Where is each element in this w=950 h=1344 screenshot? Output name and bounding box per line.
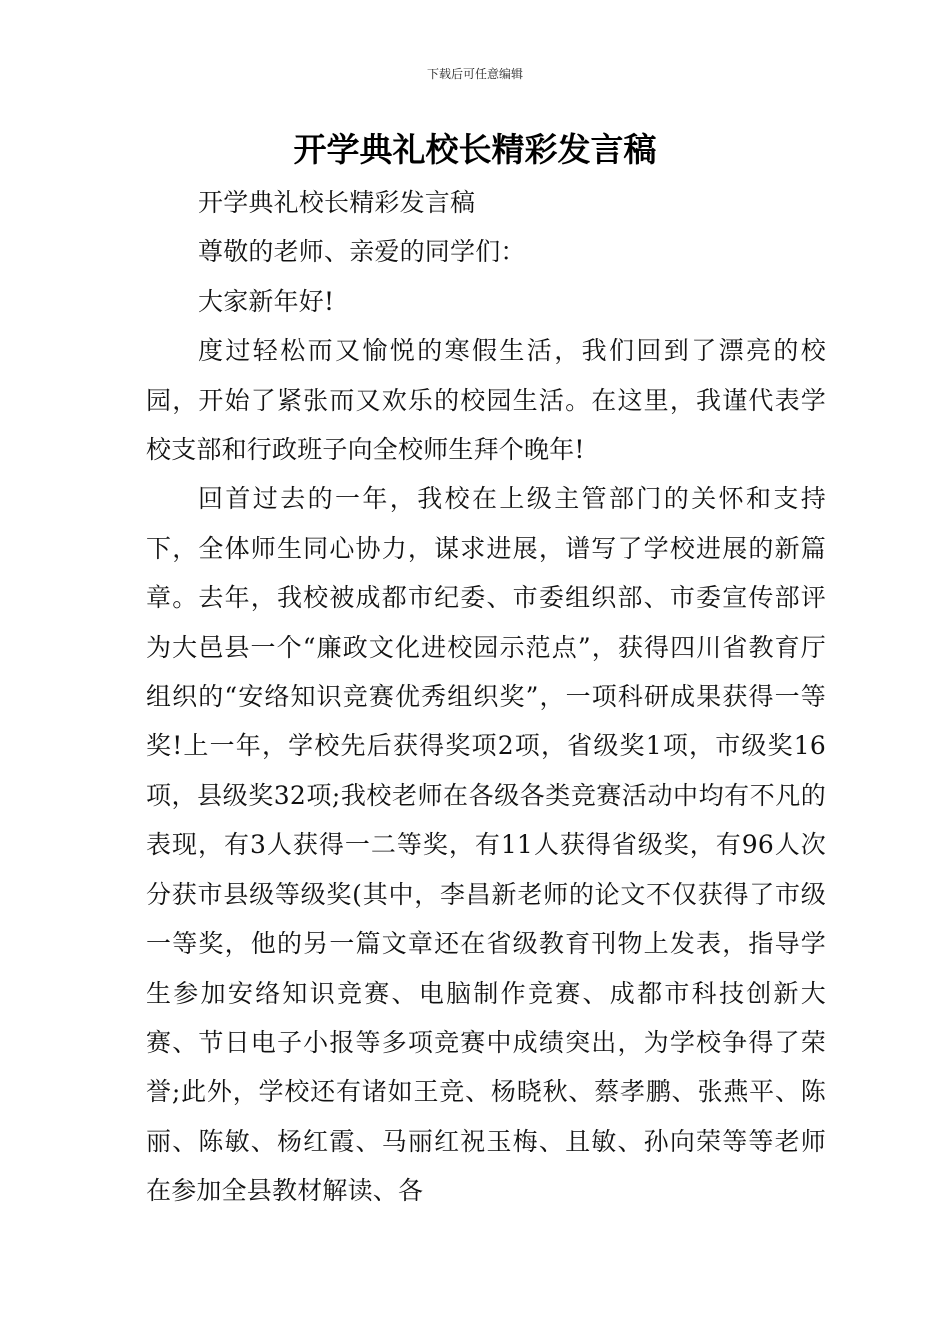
paragraph-review: 回首过去的一年，我校在上级主管部门的关怀和支持下，全体师生同心协力，谋求进展，谱写了学校进展的新篇章。去年，我校被成都市纪委、市委组织部、市委宣传部评为大邑县一个“廉政文化进校园示范点”，获得四川省教育厅组织的“安络知识竞赛优秀组织奖”，一项科研成果获得一等奖!上一年，学校先后获得奖项2项，省级奖1项，市级奖16项，县级奖32项;我校老师在各级各类竞赛活动中均有不凡的表现，有3人获得一二等奖，有11人获得省级奖，有96人次分获市县级等级奖(其中，李昌新老师的论文不仅获得了市级一等奖，他的另一篇文章还在省级教育刊物上发表，指导学生参加安络知识竞赛、电脑制作竞赛、成都市科技创新大赛、节日电子小报等多项竞赛中成绩突出，为学校争得了荣誉;此外，学校还有诸如王竞、杨晓秋、蔡孝鹏、张燕平、陈丽、陈敏、杨红霞、马丽红祝玉梅、且敏、孙向荣等等老师在参加全县教材解读、各 (146, 484, 826, 1206)
paragraph-salutation: 尊敬的老师、亲爱的同学们： (198, 237, 526, 267)
paragraph-greeting: 大家新年好! (198, 286, 335, 316)
paragraph-opening: 度过轻松而又愉悦的寒假生活，我们回到了漂亮的校园，开始了紧张而又欢乐的校园生活。在这里，我谨代表学校支部和行政班子向全校师生拜个晚年! (146, 336, 826, 465)
header-note: 下载后可任意编辑 (426, 67, 523, 81)
document-body (146, 178, 826, 1216)
paragraph-subtitle: 开学典礼校长精彩发言稿 (198, 188, 476, 217)
document-title: 开学典礼校长精彩发言稿 (293, 130, 657, 169)
